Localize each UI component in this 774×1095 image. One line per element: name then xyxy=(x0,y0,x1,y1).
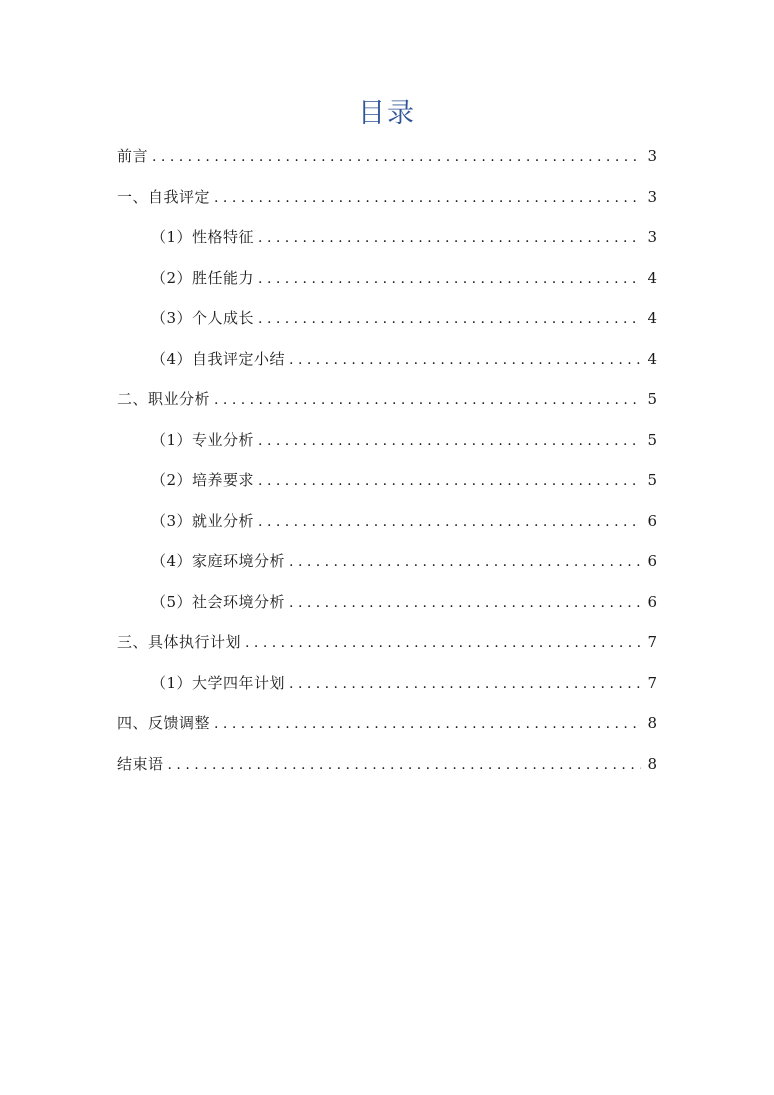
dot-leader xyxy=(214,178,641,219)
toc-entry-feedback-adjustment[interactable] xyxy=(117,703,657,744)
toc-entry-label: 二、职业分析 xyxy=(117,390,211,408)
dot-leader xyxy=(152,137,641,178)
toc-entry-page: 8 xyxy=(647,754,657,773)
toc-entry-page: 6 xyxy=(647,552,657,570)
toc-entry-employment-analysis[interactable] xyxy=(117,501,657,542)
toc-entry-label: （3）个人成长 xyxy=(151,309,255,327)
dot-leader xyxy=(258,421,641,462)
toc-entry-label: （4）自我评定小结 xyxy=(151,349,286,368)
dot-leader xyxy=(258,299,641,340)
toc-entry-label: 结束语 xyxy=(117,754,164,773)
toc-entry-self-assessment-summary[interactable] xyxy=(117,339,657,380)
toc-entry-execution-plan[interactable] xyxy=(117,622,657,663)
toc-entry-page: 8 xyxy=(647,714,657,732)
toc-entry-page: 4 xyxy=(647,349,657,368)
toc-entry-page: 3 xyxy=(647,147,657,165)
toc-entry-page: 6 xyxy=(647,592,657,611)
toc-entry-social-environment[interactable] xyxy=(117,582,657,623)
dot-leader xyxy=(214,704,641,745)
toc-entry-training-requirements[interactable] xyxy=(117,460,657,501)
toc-entry-page: 5 xyxy=(647,390,657,408)
toc-entry-page: 7 xyxy=(647,633,657,651)
toc-entry-career-analysis[interactable] xyxy=(117,379,657,420)
dot-leader xyxy=(258,461,641,502)
toc-entry-major-analysis[interactable] xyxy=(117,420,657,461)
dot-leader xyxy=(168,745,641,786)
dot-leader xyxy=(258,502,641,543)
dot-leader xyxy=(289,542,641,583)
dot-leader xyxy=(245,623,641,664)
toc-entry-page: 4 xyxy=(647,309,657,327)
toc-entry-page: 3 xyxy=(647,187,657,206)
toc-entry-label: （1）专业分析 xyxy=(151,430,255,449)
toc-entry-self-assessment[interactable] xyxy=(117,177,657,218)
toc-entry-page: 5 xyxy=(647,430,657,449)
dot-leader xyxy=(289,583,641,624)
toc-entry-label: （1）性格特征 xyxy=(151,228,255,246)
toc-entry-label: （2）培养要求 xyxy=(151,471,255,489)
toc-entry-personality[interactable] xyxy=(117,217,657,258)
toc-entry-label: （5）社会环境分析 xyxy=(151,592,286,611)
toc-entry-four-year-plan[interactable] xyxy=(117,663,657,704)
toc-title: 目录 xyxy=(358,98,416,129)
toc-entry-personal-growth[interactable] xyxy=(117,298,657,339)
dot-leader xyxy=(289,340,641,381)
toc-entry-page: 3 xyxy=(647,228,657,246)
dot-leader xyxy=(258,218,641,259)
toc-entry-page: 5 xyxy=(647,471,657,489)
dot-leader xyxy=(258,259,641,300)
toc-entry-label: （4）家庭环境分析 xyxy=(151,552,286,570)
toc-entry-label: 前言 xyxy=(117,147,149,165)
toc-entry-label: （1）大学四年计划 xyxy=(151,673,286,692)
toc-entry-label: （3）就业分析 xyxy=(151,511,255,530)
toc-entry-page: 7 xyxy=(647,673,657,692)
toc-entry-preface[interactable] xyxy=(117,136,657,177)
toc-entry-label: 三、具体执行计划 xyxy=(117,633,242,651)
toc-entry-page: 4 xyxy=(647,268,657,287)
toc-entry-family-environment[interactable] xyxy=(117,541,657,582)
toc-list xyxy=(117,136,657,784)
toc-entry-page: 6 xyxy=(647,511,657,530)
toc-entry-label: 一、自我评定 xyxy=(117,187,211,206)
toc-entry-label: 四、反馈调整 xyxy=(117,714,211,732)
dot-leader xyxy=(289,664,641,705)
toc-entry-label: （2）胜任能力 xyxy=(151,268,255,287)
toc-entry-conclusion[interactable] xyxy=(117,744,657,785)
toc-entry-competence[interactable] xyxy=(117,258,657,299)
dot-leader xyxy=(214,380,641,421)
